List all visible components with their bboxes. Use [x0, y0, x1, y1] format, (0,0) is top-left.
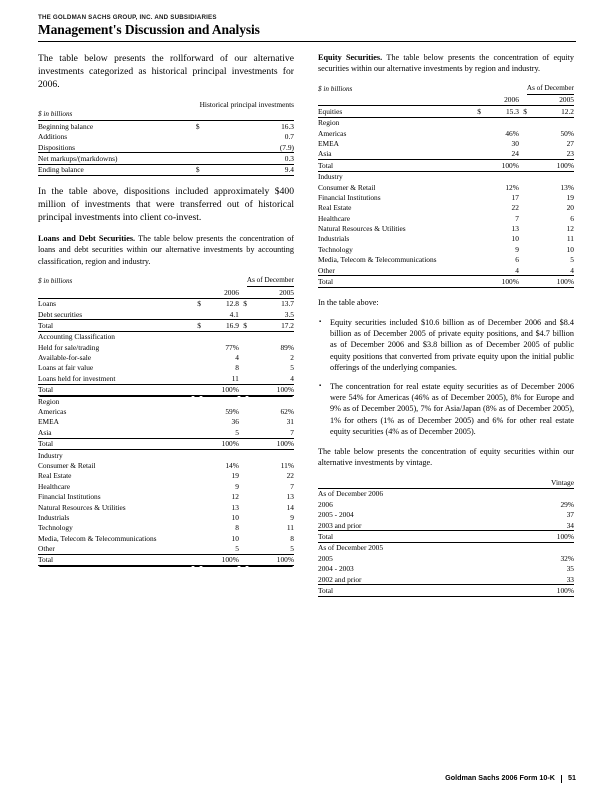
units-label: $ in billions — [38, 276, 73, 285]
row-value: 11% — [280, 460, 294, 470]
table-total-row — [38, 320, 294, 331]
row-value: 13 — [286, 492, 294, 502]
row-value: 100% — [536, 585, 574, 596]
row-value: 50% — [560, 128, 574, 138]
row-value: 9 — [235, 481, 239, 491]
row-label: Real Estate — [38, 471, 72, 481]
table-row — [38, 342, 294, 352]
loans-debt-securities-table — [38, 276, 294, 567]
currency-symbol: $ — [239, 320, 247, 331]
table-row — [318, 192, 574, 202]
row-label: 2005 - 2004 — [318, 510, 354, 520]
row-label: Natural Resources & Utilities — [318, 224, 406, 234]
row-label: Loans at fair value — [38, 363, 94, 373]
row-value: 29% — [560, 499, 574, 509]
row-value: 11 — [286, 523, 294, 533]
row-value: 12 — [566, 224, 574, 234]
table-row — [318, 234, 574, 244]
table-total-row — [38, 438, 294, 449]
row-label: Total — [318, 531, 536, 542]
row-value: 0.7 — [284, 132, 294, 142]
currency-symbol: $ — [197, 299, 201, 309]
equity-vintage-table — [318, 477, 574, 596]
row-label: EMEA — [38, 417, 59, 427]
row-value: 13 — [511, 224, 519, 234]
table-total-row — [318, 276, 574, 287]
currency-symbol: $ — [193, 320, 201, 331]
col-header-2005: 2005 — [247, 287, 294, 298]
row-label: Total — [38, 438, 193, 449]
row-value: 6 — [515, 255, 519, 265]
in-table-above-label: In the table above: — [318, 297, 379, 307]
row-value: 9 — [290, 512, 294, 522]
currency-symbol — [192, 132, 200, 142]
row-label: Net markups/(markdowns) — [38, 153, 192, 164]
table-row — [38, 544, 294, 555]
section-title: As of December 2006 — [318, 489, 384, 499]
row-label: Americas — [38, 407, 67, 417]
row-value: 77% — [225, 342, 239, 352]
row-label: Technology — [318, 244, 353, 254]
row-value: 3.5 — [284, 309, 294, 319]
currency-symbol: $ — [192, 164, 200, 175]
row-value: 100% — [536, 531, 574, 542]
row-label: Industrials — [38, 512, 70, 522]
row-value: 19 — [566, 192, 574, 202]
row-value: 100% — [527, 160, 574, 171]
loans-heading: Loans and Debt Securities. — [38, 234, 136, 244]
row-label: Total — [38, 384, 193, 395]
row-label: Ending balance — [38, 164, 192, 175]
equity-securities-table — [318, 83, 574, 287]
row-label: Asia — [38, 427, 52, 437]
company-name: THE GOLDMAN SACHS GROUP, INC. AND SUBSIDIARIES — [38, 14, 217, 21]
units-label: $ in billions — [318, 84, 353, 93]
section-title: As of December 2005 — [318, 543, 384, 553]
row-value: 89% — [280, 342, 294, 352]
row-label: Americas — [318, 128, 347, 138]
row-label: Technology — [38, 523, 73, 533]
section-header — [38, 331, 294, 342]
section-header — [318, 171, 574, 182]
historical-principal-investments-table — [38, 100, 294, 176]
row-value: 24 — [511, 149, 519, 159]
row-label: Consumer & Retail — [318, 182, 376, 192]
row-value: 10 — [566, 244, 574, 254]
row-value: 14% — [225, 460, 239, 470]
row-value: 9 — [515, 244, 519, 254]
row-value: 100% — [481, 160, 519, 171]
row-value: (7.9) — [279, 142, 294, 152]
row-label: Media, Telecom & Telecommunications — [318, 255, 437, 265]
row-label: Total — [38, 320, 193, 331]
units-row — [38, 110, 294, 121]
row-label: Healthcare — [38, 481, 71, 491]
loans-text: The table below presents the concentration of loans and debt securities within our alternative investments by accounting classification, region and industry. — [38, 234, 295, 266]
equity-text: The table below presents the concentration of equity securities within our alternative investments by region and industry. — [318, 53, 574, 74]
row-value: 4.1 — [229, 309, 239, 319]
note-paragraph: In the table above, dispositions included approximately $400 million of investments that were transferred out of historical principal investments into client co-invest. — [38, 186, 294, 224]
table-total-row — [38, 554, 294, 565]
row-value: 100% — [201, 554, 239, 565]
bullet-list — [318, 317, 574, 437]
table-row — [38, 298, 294, 309]
col-group-header: As of December — [527, 83, 574, 94]
row-value: 4 — [515, 265, 519, 275]
row-value: 7 — [290, 481, 294, 491]
row-label: Available-for-sale — [38, 353, 92, 363]
row-label: 2002 and prior — [318, 574, 362, 584]
table-row — [318, 244, 574, 254]
col-header-2006: 2006 — [201, 287, 239, 298]
currency-symbol: $ — [473, 106, 481, 117]
row-value: 100% — [247, 554, 294, 565]
table-total-row — [318, 531, 574, 542]
row-value: 5 — [290, 363, 294, 373]
row-value: 2 — [290, 353, 294, 363]
row-label: Loans held for investment — [38, 373, 116, 383]
page-number: 51 — [568, 773, 576, 782]
table-row — [318, 499, 574, 509]
row-label: Healthcare — [318, 213, 351, 223]
row-label: Other — [38, 544, 55, 554]
table-row — [318, 149, 574, 160]
table-row — [318, 223, 574, 233]
two-column-body — [38, 52, 576, 606]
row-label: Total — [38, 554, 193, 565]
section-header — [318, 117, 574, 128]
table-row — [38, 512, 294, 522]
table-row — [318, 510, 574, 520]
col-group-header: As of December — [247, 276, 294, 287]
row-value: 17 — [511, 192, 519, 202]
row-value: 100% — [247, 384, 294, 395]
row-label: Total — [318, 276, 473, 287]
row-value: 8 — [235, 363, 239, 373]
row-value: 4 — [570, 265, 574, 275]
section-title: Industry — [318, 172, 343, 182]
row-value: 11 — [231, 373, 239, 383]
right-column — [318, 52, 574, 606]
row-value: 11 — [566, 234, 574, 244]
row-value: 10 — [511, 234, 519, 244]
table-row — [318, 553, 574, 563]
table-row — [38, 363, 294, 373]
row-value: 100% — [481, 276, 519, 287]
row-value: 100% — [201, 438, 239, 449]
section-title: Accounting Classification — [38, 332, 115, 342]
row-value: 62% — [280, 407, 294, 417]
table-row — [38, 533, 294, 543]
row-label: Equities — [318, 106, 473, 117]
row-value: 31 — [286, 417, 294, 427]
page-footer — [38, 773, 576, 782]
table-row — [38, 427, 294, 438]
row-value: 7 — [290, 427, 294, 437]
row-label: Consumer & Retail — [38, 460, 96, 470]
row-value: 23 — [566, 149, 574, 159]
section-header — [38, 396, 294, 407]
row-label: Asia — [318, 149, 332, 159]
row-value: 6 — [570, 213, 574, 223]
row-value: 12.8 — [225, 299, 239, 309]
page-title: Management's Discussion and Analysis — [38, 22, 260, 37]
table-row — [318, 182, 574, 192]
page-header — [38, 14, 576, 42]
row-value: 4 — [290, 373, 294, 383]
equity-heading: Equity Securities. — [318, 53, 383, 62]
table-row — [38, 309, 294, 320]
row-label: 2006 — [318, 499, 333, 509]
table-row — [318, 213, 574, 223]
currency-symbol — [192, 153, 200, 164]
row-value: 15.3 — [481, 106, 519, 117]
col-header-row — [38, 287, 294, 298]
vintage-col-header: Vintage — [536, 477, 574, 488]
row-value: 22 — [286, 471, 294, 481]
left-column — [38, 52, 294, 606]
row-value: 16.9 — [201, 320, 239, 331]
table-row — [318, 203, 574, 213]
table-total-row — [38, 384, 294, 395]
table-row — [318, 255, 574, 265]
row-value: 100% — [201, 384, 239, 395]
row-value: 10 — [231, 512, 239, 522]
table-row — [38, 417, 294, 427]
row-label: Media, Telecom & Telecommunications — [38, 533, 157, 543]
col-group-row — [38, 276, 294, 287]
loans-paragraph — [38, 233, 294, 267]
row-value: 12% — [505, 182, 519, 192]
table-row — [318, 138, 574, 148]
row-value: 33 — [566, 574, 574, 584]
table-total-row — [318, 160, 574, 171]
row-label: 2003 and prior — [318, 520, 362, 530]
row-value: 13.7 — [281, 299, 294, 309]
col-group-row — [318, 83, 574, 94]
row-label: Financial Institutions — [318, 192, 381, 202]
row-value: 14 — [286, 502, 294, 512]
units-label: $ in billions — [38, 110, 192, 121]
row-value: 13 — [231, 502, 239, 512]
row-label: Industrials — [318, 234, 350, 244]
row-value: 100% — [247, 438, 294, 449]
footer-text: Goldman Sachs 2006 Form 10-K — [445, 773, 555, 782]
row-value: 13% — [560, 182, 574, 192]
row-value: 32% — [560, 553, 574, 563]
row-label: Debt securities — [38, 309, 83, 319]
table-total-row — [318, 585, 574, 596]
table-row — [318, 265, 574, 276]
equity-paragraph — [318, 52, 574, 74]
row-label: 2004 - 2003 — [318, 564, 354, 574]
row-value: 46% — [505, 128, 519, 138]
table-row — [38, 523, 294, 533]
table-row — [38, 142, 294, 153]
row-label: Additions — [38, 132, 68, 142]
section-title: Region — [318, 118, 340, 128]
table-row — [38, 153, 294, 164]
currency-symbol — [192, 142, 200, 153]
table-row — [38, 132, 294, 142]
row-value: 34 — [566, 520, 574, 530]
table-row — [318, 574, 574, 585]
row-value: 5 — [235, 544, 239, 554]
currency-symbol: $ — [195, 121, 200, 131]
table-total-row — [318, 106, 574, 117]
currency-symbol: $ — [243, 299, 247, 309]
col-header-2005: 2005 — [527, 94, 574, 105]
row-value: 9.4 — [200, 164, 294, 175]
footer-divider — [561, 775, 562, 783]
row-value: 5 — [235, 427, 239, 437]
row-value: 5 — [570, 255, 574, 265]
row-value: 100% — [527, 276, 574, 287]
row-label: Real Estate — [318, 203, 352, 213]
row-value: 22 — [511, 203, 519, 213]
table-row — [38, 492, 294, 502]
row-value: 27 — [566, 138, 574, 148]
row-value: 59% — [225, 407, 239, 417]
row-value: 10 — [231, 533, 239, 543]
row-value: 12 — [231, 492, 239, 502]
vintage-paragraph: The table below presents the concentration of equity securities within our alternative investments by vintage. — [318, 447, 574, 468]
row-label: Dispositions — [38, 142, 75, 152]
row-value: 17.2 — [247, 320, 294, 331]
table-row — [38, 481, 294, 491]
row-value: 30 — [511, 138, 519, 148]
currency-symbol: $ — [519, 106, 527, 117]
intro-paragraph: The table below presents the rollforward of our alternative investments categorized as historical principal investments for 2006. — [38, 53, 294, 90]
section-title: Region — [38, 396, 60, 406]
table-row — [318, 564, 574, 574]
row-value: 4 — [235, 353, 239, 363]
row-label: Loans — [38, 299, 57, 309]
row-value: 16.3 — [281, 121, 294, 131]
table-row — [38, 373, 294, 384]
row-value: 37 — [566, 510, 574, 520]
row-value: 35 — [566, 564, 574, 574]
row-value: 19 — [231, 471, 239, 481]
table-row — [318, 520, 574, 531]
row-label: Total — [318, 585, 536, 596]
row-label: Beginning balance — [38, 121, 94, 131]
list-item: ▪ The concentration for real estate equity securities as of December 2006 were 54% for Americas (46% as of December 2005), 8% for Europe and 9% as of December 2005), 7% for Asia/Japan (8% as of December 2005), 1% for others (1% as of December 2005) and 6% for other real estate equity securities (4% as of December 2005). — [328, 381, 574, 437]
col-header-row — [318, 477, 574, 488]
section-header — [38, 449, 294, 460]
row-value: 8 — [290, 533, 294, 543]
title-divider — [38, 41, 576, 42]
col-header-2006: 2006 — [481, 94, 519, 105]
row-label: Total — [318, 160, 473, 171]
section-header — [318, 488, 574, 499]
table-total-row — [38, 164, 294, 175]
section-header — [318, 542, 574, 553]
table-row — [38, 406, 294, 416]
row-value: 36 — [231, 417, 239, 427]
row-label: Financial Institutions — [38, 492, 101, 502]
table-row — [38, 460, 294, 470]
list-item: ▪ Equity securities included $10.6 billion as of December 2006 and $8.4 billion as of December 2005 of private equity positions, and $4.7 billion as of December 2006 and $3.8 billion as of December 2005 of public equity positions that converted from private equity upon the initial public offerings of the underlying companies. — [328, 317, 574, 373]
hpi-col-header: Historical principal investments — [199, 99, 294, 109]
row-label: Natural Resources & Utilities — [38, 502, 126, 512]
row-value: 12.2 — [527, 106, 574, 117]
section-title: Industry — [38, 450, 63, 460]
table-row — [38, 121, 294, 132]
col-header-row — [318, 94, 574, 105]
table-title-row — [38, 100, 294, 110]
table-row — [38, 502, 294, 512]
table-row — [318, 128, 574, 138]
row-value: 8 — [235, 523, 239, 533]
row-value: 7 — [515, 213, 519, 223]
row-value: 5 — [290, 544, 294, 554]
row-value: 0.3 — [200, 153, 294, 164]
table-row — [38, 471, 294, 481]
row-value: 20 — [566, 203, 574, 213]
row-label: EMEA — [318, 138, 339, 148]
row-label: Other — [318, 265, 335, 275]
table-row — [38, 352, 294, 362]
row-label: Held for sale/trading — [38, 342, 100, 352]
row-label: 2005 — [318, 553, 333, 563]
